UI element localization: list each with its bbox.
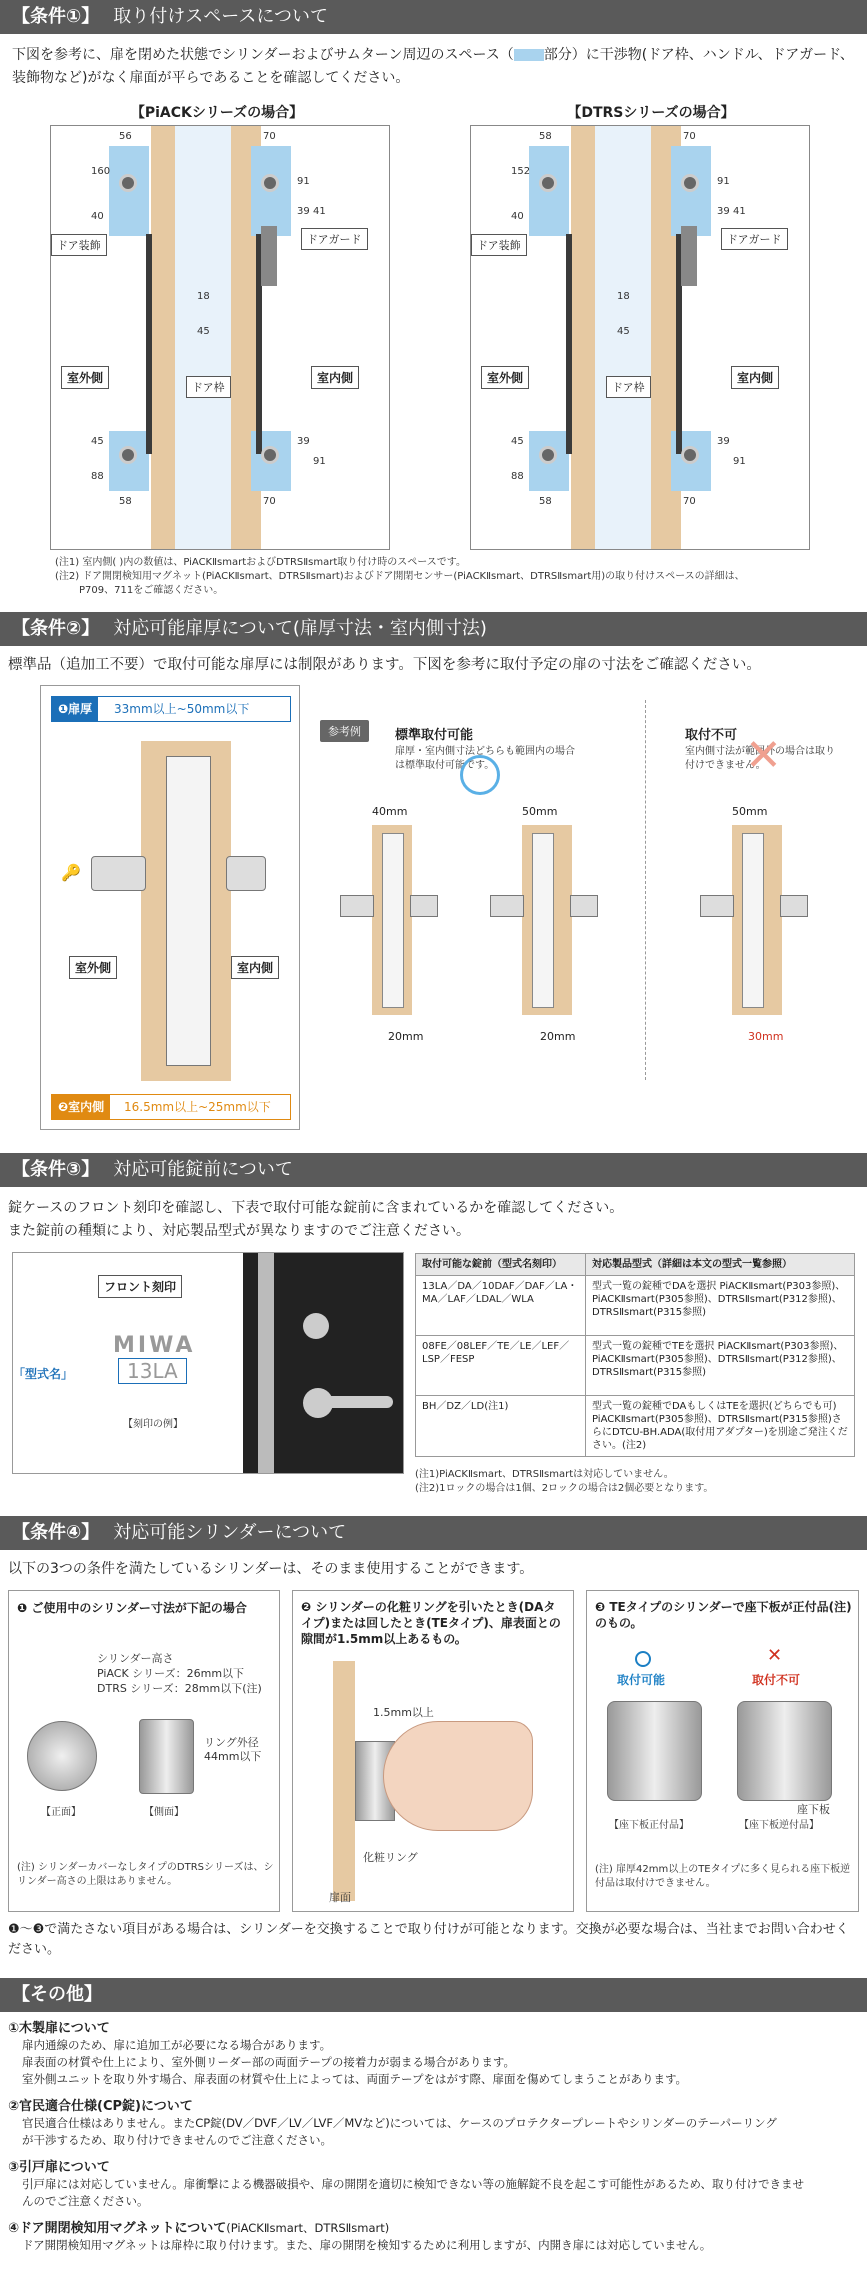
s1-line: 扉内通線のため、扉に追加工が必要になる場合があります。 [22, 2038, 332, 2052]
dim: 41 [733, 206, 746, 217]
c1-dims [97, 1651, 277, 1696]
cond3-text2: また錠前の種類により、対応製品型式が異なりますのでご注意ください。 [8, 1223, 470, 1239]
c3-ng-cap: 【座下板逆付品】 [739, 1820, 819, 1831]
c1-height: シリンダー高さ [97, 1652, 174, 1665]
cond3-text1: 錠ケースのフロント刻印を確認し、下表で取付可能な錠前に含まれているかを確認してください。 [8, 1200, 624, 1216]
cylinder [490, 895, 524, 917]
dim: 160 [91, 166, 111, 177]
ex2-top: 50mm [522, 805, 558, 818]
thumbturn-icon [261, 174, 279, 192]
thumbturn-icon [303, 1313, 329, 1339]
s4-heading [8, 2220, 863, 2237]
cond3-title: 対応可能錠前について [113, 1159, 293, 1180]
cond1-note2b: P709、711をご確認ください。 [79, 585, 224, 596]
lock-case [532, 833, 554, 1008]
cond1-tag: 【条件①】 [12, 6, 100, 27]
cyl-cond-2 [292, 1590, 574, 1912]
door-wood-left [151, 126, 175, 549]
lock-case [166, 756, 211, 1066]
key-icon: 🔑 [61, 863, 81, 882]
ok-desc: 扉厚・室内側寸法どちらも範囲内の場合は標準取付可能です。 [395, 746, 575, 771]
ng-title: 取付不可 [685, 728, 738, 743]
dim: 58 [539, 496, 552, 507]
c1-ring: リング外径 44mm以下 [204, 1736, 262, 1763]
dim: 70 [263, 496, 276, 507]
inside-box [51, 1094, 291, 1120]
dim: 70 [683, 496, 696, 507]
stamp-model: 13LA [118, 1358, 187, 1384]
piack-diagram [50, 125, 390, 550]
c3-ok: 取付可能 [617, 1673, 666, 1687]
c1-dtrs: DTRS シリーズ：28mm以下(注) [97, 1682, 262, 1695]
table-cell-prod: 型式一覧の錠種でTEを選択 PiACKⅡsmart(P303参照)、PiACKⅡsmart(P305参照)、DTRSⅡsmart(P312参照)、DTRSⅡsmart(P315参照) [586, 1336, 855, 1396]
c3-title: ❸ TEタイプのシリンダーで座下板が正付品(注)のもの。 [595, 1600, 852, 1630]
ng-cross-icon: ✕ [767, 1645, 783, 1666]
cond2-main-diagram [40, 685, 300, 1130]
cond2-text: 標準品（追加工不要）で取付可能な扉厚には制限があります。下図を参考に取付予定の扉の寸法をご確認ください。 [8, 657, 761, 673]
ref-tag: 参考例 [320, 720, 369, 742]
c2-door: 扉面 [329, 1891, 351, 1904]
c1-title: ❶ ご使用中のシリンダー寸法が下記の場合 [17, 1601, 247, 1615]
label-door-frame: ドア枠 [186, 376, 231, 398]
door-wood [333, 1661, 355, 1901]
dim: 91 [717, 176, 730, 187]
example-50 [480, 805, 610, 1055]
handle-out [566, 234, 572, 454]
table-head-lock: 取付可能な錠前（型式名刻印） [416, 1254, 586, 1276]
cylinder-ng-icon [737, 1701, 832, 1801]
inside-label: ❷室内側 [52, 1095, 110, 1119]
cond2-tag: 【条件②】 [12, 618, 100, 639]
dim: 88 [91, 471, 104, 482]
ok-circle-icon [460, 755, 500, 795]
cond1-title: 取り付けスペースについて [113, 6, 328, 27]
example-ng [690, 805, 820, 1055]
thumbturn-icon [261, 446, 279, 464]
lock-case [742, 833, 764, 1008]
s4-line: ドア開閉検知用マグネットは扉枠に取り付けます。また、扉の開閉を検知するために利用しますが、内開き扉には対応していません。 [22, 2238, 712, 2252]
cond3-header [0, 1153, 867, 1187]
handle-out [146, 234, 152, 454]
table-row [416, 1336, 855, 1396]
cond3-note2: (注2)1ロックの場合は1個、2ロックの場合は2個必要となります。 [415, 1483, 714, 1494]
hand-icon [383, 1721, 533, 1831]
inside-value: 16.5mm以上~25mm以下 [124, 1100, 271, 1114]
cylinder-icon [539, 446, 557, 464]
s4-title: ④ドア開閉検知用マグネットについて [8, 2221, 227, 2236]
blue-swatch [514, 49, 544, 61]
label-door-guard: ドアガード [721, 228, 788, 250]
dim: 152 [511, 166, 531, 177]
dim: 40 [91, 211, 104, 222]
table-row [416, 1276, 855, 1336]
c3-plate: 座下板 [797, 1803, 830, 1816]
cond4-tag: 【条件④】 [12, 1522, 100, 1543]
cond3-tag: 【条件③】 [12, 1159, 100, 1180]
c2-gap: 1.5mm以上 [373, 1706, 434, 1719]
lever-handle [323, 1396, 393, 1408]
ex3-bottom: 30mm [748, 1030, 784, 1043]
dtrs-diagram [470, 125, 810, 550]
dim: 91 [733, 456, 746, 467]
dim: 58 [119, 496, 132, 507]
other-body [8, 2020, 863, 2254]
cond1-note2: (注2) ドア開閉検知用マグネット(PiACKⅡsmart、DTRSⅡsmart)およびドア開閉センサー(PiACKⅡsmart、DTRSⅡsmart用)の取り付けスペースの詳細は、 [55, 571, 745, 582]
ex3-top: 50mm [732, 805, 768, 818]
ng-desc: 室内側寸法が範囲外の場合は取り付けできません。 [685, 746, 835, 771]
cond1-text-a: 下図を参考に、扉を閉めた状態でシリンダーおよびサムターン周辺のスペース（ [12, 47, 514, 63]
ex2-bottom: 20mm [540, 1030, 576, 1043]
table-row [416, 1396, 855, 1457]
s3-line: 引戸扉には対応していません。扉衝撃による機器破損や、扉の開閉を適切に検知できない等の施解錠不良を起こす可能性があるため、取り付けできませ [22, 2177, 804, 2191]
table-header-row [416, 1254, 855, 1276]
s1-title: ①木製扉について [8, 2021, 110, 2036]
s2-line: が干渉するため、取り付けできませんのでご注意ください。 [22, 2133, 333, 2147]
cylinder-side-icon [139, 1719, 194, 1794]
dim: 45 [617, 326, 630, 337]
dim: 39 [717, 206, 730, 217]
label-door-deco: ドア装飾 [471, 234, 527, 256]
dim: 45 [91, 436, 104, 447]
c2-title: ❷ シリンダーの化粧リングを引いたとき(DAタイプ)または回したとき(TEタイプ)、扉表面との隙間が1.5mm以上あるもの。 [301, 1600, 561, 1646]
dim: 41 [313, 206, 326, 217]
dim: 91 [297, 176, 310, 187]
dim: 45 [197, 326, 210, 337]
other-header [0, 1978, 867, 2012]
model-label: 「型式名」 [13, 1367, 74, 1381]
piack-title: 【PiACKシリーズの場合】 [130, 105, 304, 121]
dtrs-title: 【DTRSシリーズの場合】 [567, 105, 735, 121]
cylinder-front-icon [27, 1721, 97, 1791]
table-cell-prod: 型式一覧の錠種でDAもしくはTEを選択(どちらでも可) PiACKⅡsmart(P305参照)、DTRSⅡsmart(P315参照)さらにDTCU-BH.ADA(取付用アダプター)を別途ご発注ください。(注2) [586, 1396, 855, 1457]
label-door-deco: ドア装飾 [51, 234, 107, 256]
c1-front: 【正面】 [41, 1807, 81, 1818]
c1-note: (注) シリンダーカバーなしタイプのDTRSシリーズは、シリンダー高さの上限はありません。 [17, 1862, 274, 1887]
cylinder-out [91, 856, 146, 891]
lock-compat-table [415, 1253, 855, 1457]
other-tag: 【その他】 [12, 1984, 102, 2005]
thumbturn [570, 895, 598, 917]
dim: 70 [263, 131, 276, 142]
ok-title: 標準取付可能 [395, 728, 474, 743]
thickness-label: ❶扉厚 [52, 697, 98, 721]
dim: 56 [119, 131, 132, 142]
c2-inside: 室内側 [231, 956, 279, 979]
label-inside: 室内側 [311, 366, 359, 389]
cond3-text [8, 1197, 863, 1243]
ok-circle-icon [635, 1651, 651, 1667]
thumbturn-icon [681, 174, 699, 192]
cond1-note1: (注1) 室内側( )内の数値は、PiACKⅡsmartおよびDTRSⅡsmart取り付け時のスペースです。 [55, 557, 466, 568]
label-inside: 室内側 [731, 366, 779, 389]
table-cell-lock: 13LA／DA／10DAF／DAF／LA・MA／LAF／LDAL／WLA [416, 1276, 586, 1336]
dim: 39 [297, 206, 310, 217]
cond4-header [0, 1516, 867, 1550]
cond2-title: 対応可能扉厚について(扉厚寸法・室内側寸法) [113, 618, 487, 639]
dim: 45 [511, 436, 524, 447]
cylinder-icon [119, 446, 137, 464]
dim: 39 [717, 436, 730, 447]
ex1-bottom: 20mm [388, 1030, 424, 1043]
door-wood-left [571, 126, 595, 549]
cond3-note1: (注1)PiACKⅡsmart、DTRSⅡsmartは対応していません。 [415, 1469, 674, 1480]
dim: 91 [313, 456, 326, 467]
stamp-caption: 【刻印の例】 [123, 1419, 183, 1430]
thickness-box [51, 696, 291, 722]
c2-ring: 化粧リング [363, 1851, 418, 1864]
dim: 40 [511, 211, 524, 222]
s1-line: 室外側ユニットを取り外す場合、扉表面の材質や仕上によっては、両面テープをはがす際、扉面を傷めてしまうことがあります。 [22, 2072, 688, 2086]
thumbturn-icon [681, 446, 699, 464]
ex1-top: 40mm [372, 805, 408, 818]
c3-note: (注) 扉厚42mm以上のTEタイプに多く見られる座下板逆付品は取付けできません。 [595, 1864, 851, 1889]
ng-cross-icon: ✕ [745, 730, 782, 781]
thumbturn-in [226, 856, 266, 891]
cylinder [340, 895, 374, 917]
lock-front-plate [258, 1253, 274, 1473]
table-cell-prod: 型式一覧の錠種でDAを選択 PiACKⅡsmart(P303参照)、PiACKⅡsmart(P305参照)、DTRSⅡsmart(P312参照)、DTRSⅡsmart(P315参照) [586, 1276, 855, 1336]
cond4-footer: ❶〜❸で満たさない項目がある場合は、シリンダーを交換することで取り付けが可能となります。交換が必要な場合は、当社までお問い合わせください。 [8, 1922, 849, 1957]
s1-line: 扉表面の材質や仕上により、室外側リーダー部の両面テープの接着力が弱まる場合があります。 [22, 2055, 515, 2069]
lock-case [382, 833, 404, 1008]
door-frame-gap [595, 126, 651, 549]
cond4-title: 対応可能シリンダーについて [113, 1522, 347, 1543]
label-outside: 室外側 [481, 366, 529, 389]
c1-side: 【側面】 [144, 1807, 184, 1818]
dim: 58 [539, 131, 552, 142]
cond1-text-b: 部分）に干渉物(ドア枠、ハンドル、ドアガード、装飾物など)がなく扉面が平らであることを確認してください。 [12, 47, 854, 86]
thickness-value: 33mm以上~50mm以下 [114, 702, 250, 716]
c3-ok-cap: 【座下板正付品】 [609, 1820, 689, 1831]
s2-line: 官民適合仕様はありません。またCP錠(DV／DVF／LV／LVF／MVなど)については、ケースのプロテクタープレートやシリンダーのテーパーリング [22, 2116, 777, 2130]
cylinder-ok-icon [607, 1701, 702, 1801]
c1-piack: PiACK シリーズ：26mm以下 [97, 1667, 245, 1680]
dim: 18 [617, 291, 630, 302]
s3-line: んのでご注意ください。 [22, 2194, 149, 2208]
table-cell-lock: BH／DZ／LD(注1) [416, 1396, 586, 1457]
dim: 18 [197, 291, 210, 302]
stamp-example [12, 1252, 404, 1474]
divider [645, 700, 646, 1080]
cond2-header [0, 612, 867, 646]
cylinder-icon [119, 174, 137, 192]
front-label: フロント刻印 [98, 1275, 182, 1298]
c3-ng: 取付不可 [752, 1673, 801, 1687]
dim: 88 [511, 471, 524, 482]
stamp-brand: MIWA [113, 1333, 196, 1358]
table-head-prod: 対応製品型式（詳細は本文の型式一覧参照） [586, 1254, 855, 1276]
s3-title: ③引戸扉について [8, 2160, 110, 2175]
c2-outside: 室外側 [69, 956, 117, 979]
label-door-frame: ドア枠 [606, 376, 651, 398]
label-door-guard: ドアガード [301, 228, 368, 250]
thumbturn [780, 895, 808, 917]
s4-sub: (PiACKⅡsmart、DTRSⅡsmart) [226, 2221, 390, 2235]
label-outside: 室外側 [61, 366, 109, 389]
dim: 39 [297, 436, 310, 447]
table-cell-lock: 08FE／08LEF／TE／LE／LEF／LSP／FESP [416, 1336, 586, 1396]
thumbturn [261, 226, 277, 286]
example-40 [330, 805, 450, 1055]
thumbturn [410, 895, 438, 917]
cond1-notes [55, 556, 855, 598]
cond1-header [0, 0, 867, 34]
door-frame-gap [175, 126, 231, 549]
cyl-cond-1 [8, 1590, 280, 1912]
cylinder-icon [539, 174, 557, 192]
thumbturn [681, 226, 697, 286]
dim: 70 [683, 131, 696, 142]
cyl-cond-3 [586, 1590, 859, 1912]
cond3-notes [415, 1468, 855, 1496]
cond4-intro: 以下の3つの条件を満たしているシリンダーは、そのまま使用することができます。 [8, 1561, 534, 1577]
cylinder [700, 895, 734, 917]
s2-title: ②官民適合仕様(CP錠)について [8, 2099, 193, 2114]
cond1-text [12, 44, 857, 90]
